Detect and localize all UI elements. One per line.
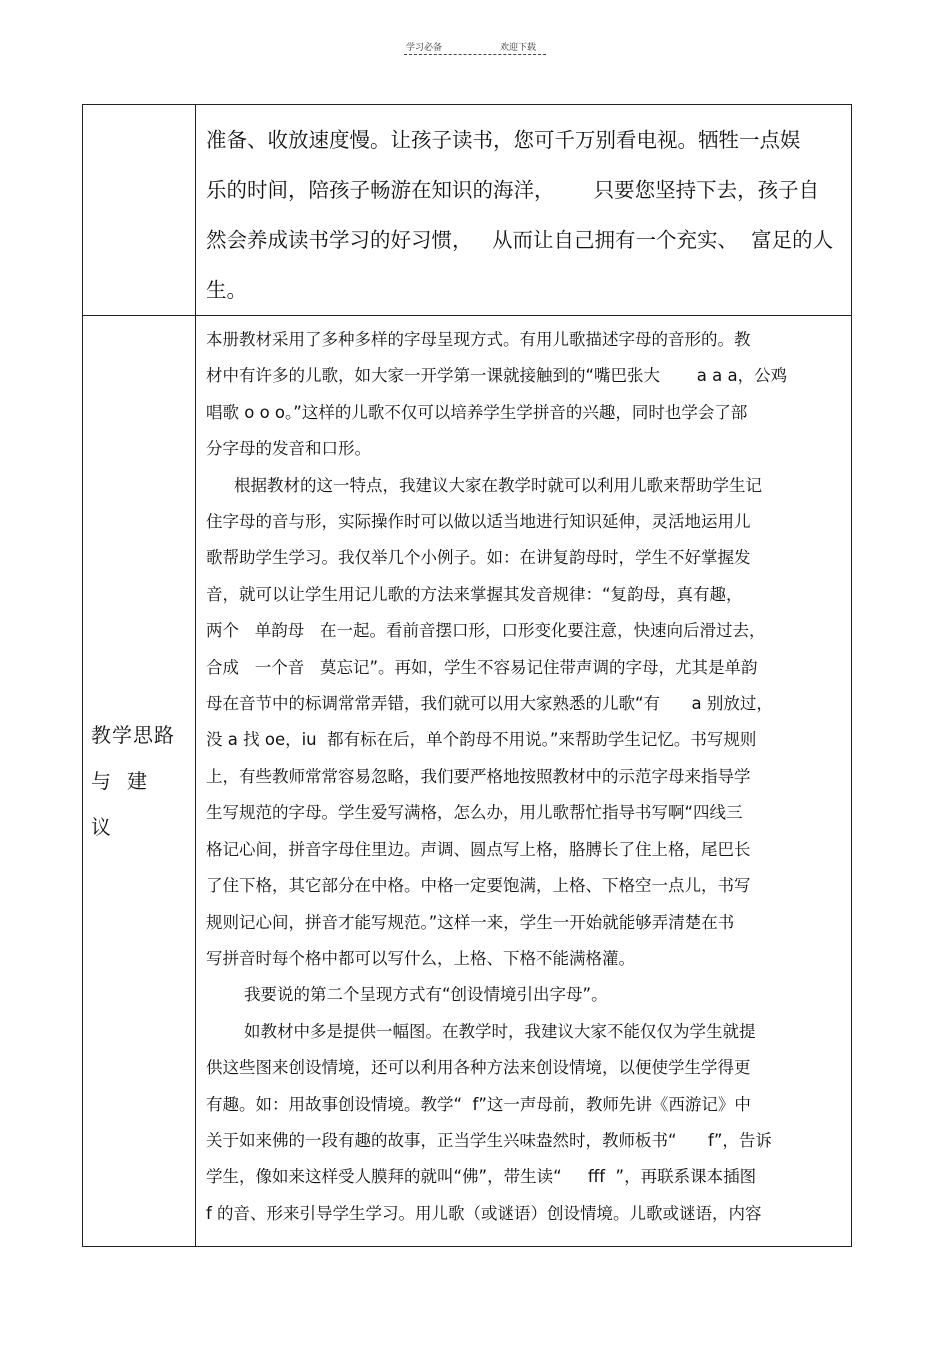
text-line: 乐的时间，陪孩子畅游在知识的海洋， 只要您坚持下去，孩子自 (206, 178, 820, 202)
text-line: 写拼音时每个格中都可以写什么，上格、下格不能满格灌。 (206, 948, 635, 968)
row2-label-cell (83, 316, 196, 1247)
text-line: 分字母的发音和口形。 (206, 439, 371, 459)
text-line: 有趣。如：用故事创设情境。教学“ f”这一声母前，教师先讲《西游记》中 (206, 1094, 751, 1114)
text-line: 歌帮助学生学习。我仅举几个小例子。如：在讲复韵母时，学生不好掌握发 (206, 548, 751, 568)
row1-content (196, 105, 851, 315)
text-line: 材中有许多的儿歌，如大家一开学第一课就接触到的“嘴巴张大 a a a，公鸡 (206, 366, 788, 386)
header-right-text: 欢迎下载 (500, 43, 537, 53)
text-line: 唱歌 o o o。”这样的儿歌不仅可以培养学生学拼音的兴趣，同时也学会了部 (206, 402, 748, 422)
text-line: 两个 单韵母 在一起。看前音摆口形，口形变化要注意，快速向后滑过去， (206, 621, 766, 641)
row1-label-cell (83, 105, 196, 316)
row1-content-cell (196, 105, 852, 316)
header-left-text: 学习必备 (406, 43, 443, 53)
label-line: 与建议 (91, 769, 163, 839)
page-header (400, 38, 550, 58)
text-line: 没 a 找 oe，iu 都有标在后，单个韵母不用说。”来帮助学生记忆。书写规则 (206, 730, 757, 750)
document-table (82, 104, 852, 1247)
text-line: 音，就可以让学生用记儿歌的方法来掌握其发音规律：“复韵母，真有趣， (206, 584, 743, 604)
text-line: 生。 (206, 278, 247, 302)
table-row (83, 105, 852, 316)
row2-content (196, 316, 851, 1232)
text-line: 关于如来佛的一段有趣的故事，正当学生兴味盎然时，教师板书“ f”，告诉 (206, 1130, 772, 1150)
text-line: 上，有些教师常常容易忽略，我们要严格地按照教材中的示范字母来指导学 (206, 766, 751, 786)
text-line: 规则记心间，拼音才能写规范。”这样一来，学生一开始就能够弄清楚在书 (206, 912, 735, 932)
text-line: 本册教材采用了多种多样的字母呈现方式。有用儿歌描述字母的音形的。教 (206, 330, 751, 349)
table-row (83, 316, 852, 1247)
text-line: 住字母的音与形，实际操作时可以做以适当地进行知识延伸，灵活地运用儿 (206, 512, 751, 532)
text-line: 合成 一个音 莫忘记”。再如，学生不容易记住带声调的字母，尤其是单韵 (206, 657, 758, 677)
text-line: 如教材中多是提供一幅图。在教学时，我建议大家不能仅仅为学生就提 (244, 1021, 756, 1041)
text-line: 母在音节中的标调常常弄错，我们就可以用大家熟悉的儿歌“有 a 别放过， (206, 694, 773, 714)
row2-label (83, 712, 195, 850)
text-line: 格记心间，拼音字母住里边。声调、圆点写上格，胳膊长了住上格，尾巴长 (206, 839, 751, 859)
text-line: 根据教材的这一特点，我建议大家在教学时就可以利用儿歌来帮助学生记 (234, 475, 762, 495)
text-line: 然会养成读书学习的好习惯， 从而让自己拥有一个充实、 富足的人 (206, 228, 834, 252)
text-line: 生写规范的字母。学生爱写满格，怎么办，用儿歌帮忙指导书写啊“四线三 (206, 803, 743, 823)
text-line: 准备、收放速度慢。让孩子读书，您可千万别看电视。牺牲一点娱 (206, 128, 801, 152)
text-line: 我要说的第二个呈现方式有“创设情境引出字母”。 (244, 985, 608, 1005)
text-line: 供这些图来创设情境，还可以利用各种方法来创设情境，以便使学生学得更 (206, 1058, 751, 1078)
row2-content-cell (196, 316, 852, 1247)
label-line: 教学思路 (91, 723, 175, 747)
header-dashed-rule (404, 54, 546, 55)
text-line: 了住下格，其它部分在中格。中格一定要饱满，上格、下格空一点儿，书写 (206, 876, 751, 896)
text-line: 学生，像如来这样受人膜拜的就叫“佛”，带生读“ fff ”，再联系课本插图 (206, 1167, 757, 1187)
text-line: f 的音、形来引导学生学习。用儿歌（或谜语）创设情境。儿歌或谜语，内容 (206, 1203, 762, 1223)
